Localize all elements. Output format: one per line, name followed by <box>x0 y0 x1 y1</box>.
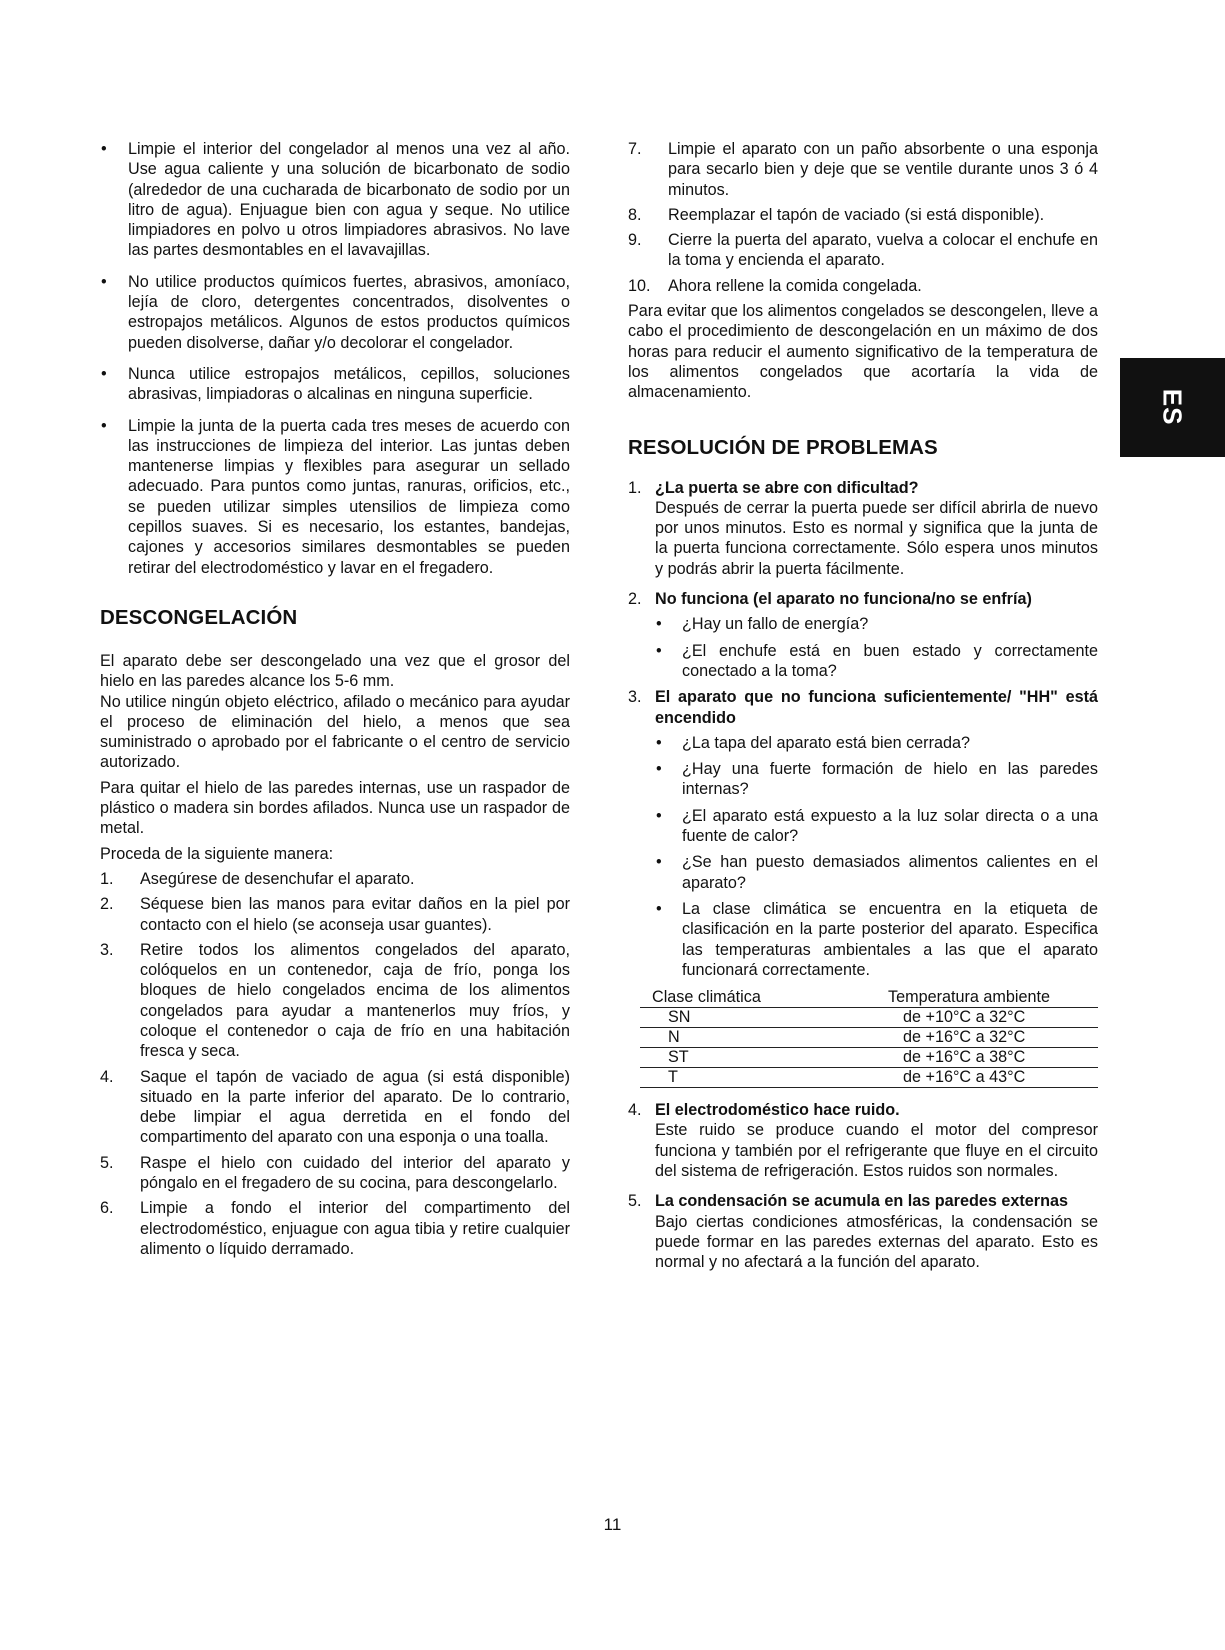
climate-class-table <box>640 988 1098 1088</box>
table-cell: T <box>640 1068 848 1088</box>
cleaning-bullet: • No utilice productos químicos fuertes, abrasivos, amoníaco, lejía de cloro, detergentes concentrados, disolventes o estropajos metálicos. Algunos de estos productos químicos pueden disolverse, dañar y/o decolorar el congelador. <box>100 272 570 353</box>
check-item: • ¿Hay una fuerte formación de hielo en las paredes internas? <box>628 759 1098 800</box>
trouble-answer: Después de cerrar la puerta puede ser difícil abrirla de nuevo por unos minutos. Esto es normal y significa que la junta de la puerta funciona correctamente. Sólo espera unos minutos y podrás abrir la puerta fácilmente. <box>655 498 1098 578</box>
table-header-row <box>640 988 1098 1008</box>
check-item: • ¿El enchufe está en buen estado y correctamente conectado a la toma? <box>628 641 1098 682</box>
defrost-step: 2. Séquese bien las manos para evitar daños en la piel por contacto con el hielo (se aconseja usar guantes). <box>100 895 570 934</box>
defrost-step: 8. Reemplazar el tapón de vaciado (si está disponible). <box>628 205 1045 224</box>
table-header: Clase climática <box>640 988 848 1008</box>
check-item: • ¿Hay un fallo de energía? <box>628 614 1098 634</box>
troubleshooting-heading: RESOLUCIÓN DE PROBLEMAS <box>628 435 938 459</box>
table-row <box>640 1028 1098 1048</box>
trouble-title: No funciona (el aparato no funciona/no se enfría) <box>655 590 1032 609</box>
right-column <box>628 139 1098 1272</box>
table-cell: de +16°C a 32°C <box>848 1028 1098 1048</box>
table-cell: de +16°C a 43°C <box>848 1068 1098 1088</box>
cleaning-bullet: • Nunca utilice estropajos metálicos, cepillos, soluciones abrasivas, limpiadoras o alcalinas en ninguna superficie. <box>100 364 570 405</box>
table-cell: SN <box>640 1008 848 1028</box>
defrost-step: 5. Raspe el hielo con cuidado del interior del aparato y póngalo en el fregadero de su cocina, para descongelarlo. <box>100 1153 570 1193</box>
left-column <box>100 139 570 1264</box>
table-row <box>640 1048 1098 1068</box>
defrost-step: 9. Cierre la puerta del aparato, vuelva a colocar el enchufe en la toma y encienda el aparato. <box>628 231 1098 270</box>
trouble-item: 4. El electrodoméstico hace ruido. Este ruido se produce cuando el motor del compresor funciona y también por el refrigerante que fluye en el circuito del sistema de refrigeración. Estos ruidos son normales. <box>628 1101 1098 1180</box>
page-number: 11 <box>603 1515 622 1534</box>
trouble-title: ¿La puerta se abre con dificultad? <box>655 478 919 497</box>
language-tab <box>1120 358 1225 457</box>
defrost-step: 6. Limpie a fondo el interior del compartimento del electrodoméstico, enjuague con agua tibia y retire cualquier alimento o líquido derramado. <box>100 1199 570 1258</box>
trouble-answer: Este ruido se produce cuando el motor del compresor funciona y también por el refrigerante que fluye en el circuito del sistema de refrigeración. Estos ruidos son normales. <box>655 1121 1098 1180</box>
check-item: • La clase climática se encuentra en la etiqueta de clasificación en la parte posterior del aparato. Especifica las temperaturas ambientales a las que el aparato funcionará correctamente. <box>628 899 1098 980</box>
defrost-step: 10. Ahora rellene la comida congelada. <box>628 276 922 295</box>
table-row <box>640 1008 1098 1028</box>
table-cell: de +16°C a 38°C <box>848 1048 1098 1068</box>
table-cell: N <box>640 1028 848 1048</box>
language-tab-label: ES <box>1157 389 1188 426</box>
trouble-item: 5. La condensación se acumula en las paredes externas Bajo ciertas condiciones atmosféricas, la condensación se puede formar en las paredes externas del aparato. Esto es normal y no afectará a la función del aparato. <box>628 1192 1098 1272</box>
defrost-note: Para evitar que los alimentos congelados se descongelen, lleve a cabo el procedimiento de descongelación en un máximo de dos horas para reducir el aumento significativo de la temperatura de los alimentos congelados que acortaría la vida de almacenamiento. <box>628 302 1098 402</box>
defrost-paragraph: Para quitar el hielo de las paredes internas, use un raspador de plástico o madera sin bordes afilados. Nunca use un raspador de metal. <box>100 778 570 838</box>
defrost-step: 4. Saque el tapón de vaciado de agua (si está disponible) situado en la parte inferior del aparato. De lo contrario, debe limpiar el agua derretida en el fondo del compartimento del aparato con una esponja o una toalla. <box>100 1067 570 1147</box>
defrost-step: 7. Limpie el aparato con un paño absorbente o una esponja para secarlo bien y deje que se ventile durante unos 3 ó 4 minutos. <box>628 140 1098 199</box>
table-row <box>640 1068 1098 1088</box>
defrost-paragraph: El aparato debe ser descongelado una vez que el grosor del hielo en las paredes alcance los 5-6 mm. <box>100 651 570 691</box>
check-item: • ¿La tapa del aparato está bien cerrada? <box>628 733 1098 753</box>
trouble-item: 3. El aparato que no funciona suficientemente/ "HH" está encendido <box>628 688 1098 727</box>
cleaning-bullet: • Limpie el interior del congelador al menos una vez al año. Use agua caliente y una solución de bicarbonato de sodio (alrededor de una cucharada de bicarbonato de sodio por un litro de agua). Enjuague bien con agua y seque. No utilice limpiadores en polvo u otros limpiadores abrasivos. No lave las partes desmontables en el lavavajillas. <box>100 139 570 261</box>
defrost-paragraph: No utilice ningún objeto eléctrico, afilado o mecánico para ayudar el proceso de eliminación del hielo, a menos que sea suministrado o aprobado por el fabricante o el centro de servicio autorizado. <box>100 692 570 772</box>
defrost-step: 1. Asegúrese de desenchufar el aparato. <box>100 869 415 888</box>
defrost-step: 3. Retire todos los alimentos congelados del aparato, colóquelos en un contenedor, caja de frío, ponga los bloques de hielo congelados encima de los alimentos congelados para ayudar a mantenerlos muy fríos, y coloque el contenedor o caja de frío en una habitación fresca y seca. <box>100 940 570 1061</box>
table-cell: ST <box>640 1048 848 1068</box>
defrost-heading: DESCONGELACIÓN <box>100 605 298 629</box>
trouble-answer: Bajo ciertas condiciones atmosféricas, la condensación se puede formar en las paredes externas del aparato. Esto es normal y no afectará a la función del aparato. <box>655 1212 1098 1272</box>
defrost-paragraph: Proceda de la siguiente manera: <box>100 844 334 863</box>
trouble-item: 2. No funciona (el aparato no funciona/no se enfría) <box>628 589 1098 609</box>
table-header: Temperatura ambiente <box>848 988 1098 1008</box>
check-item: • ¿Se han puesto demasiados alimentos calientes en el aparato? <box>628 852 1098 893</box>
trouble-title: La condensación se acumula en las paredes externas <box>655 1192 1068 1211</box>
check-item: • ¿El aparato está expuesto a la luz solar directa o a una fuente de calor? <box>628 806 1098 847</box>
trouble-title: El aparato que no funciona suficientemente/ "HH" está encendido <box>655 688 1098 727</box>
trouble-title: El electrodoméstico hace ruido. <box>655 1101 900 1120</box>
trouble-item: 1. ¿La puerta se abre con dificultad? Después de cerrar la puerta puede ser difícil abrirla de nuevo por unos minutos. Esto es normal y significa que la junta de la puerta funciona correctamente. Sólo espera unos minutos y podrás abrir la puerta fácilmente. <box>628 478 1098 578</box>
table-cell: de +10°C a 32°C <box>848 1008 1098 1028</box>
cleaning-bullet: • Limpie la junta de la puerta cada tres meses de acuerdo con las instrucciones de limpieza del interior. Las juntas deben mantenerse limpias y flexibles para asegurar un sellado adecuado. Para puntos como juntas, ranuras, orificios, etc., se pueden utilizar simples utensilios de limpieza como cepillos suaves. Si es necesario, los estantes, bandejas, cajones y accesorios similares desmontables se pueden retirar del electrodoméstico y lavar en el fregadero. <box>100 416 570 578</box>
